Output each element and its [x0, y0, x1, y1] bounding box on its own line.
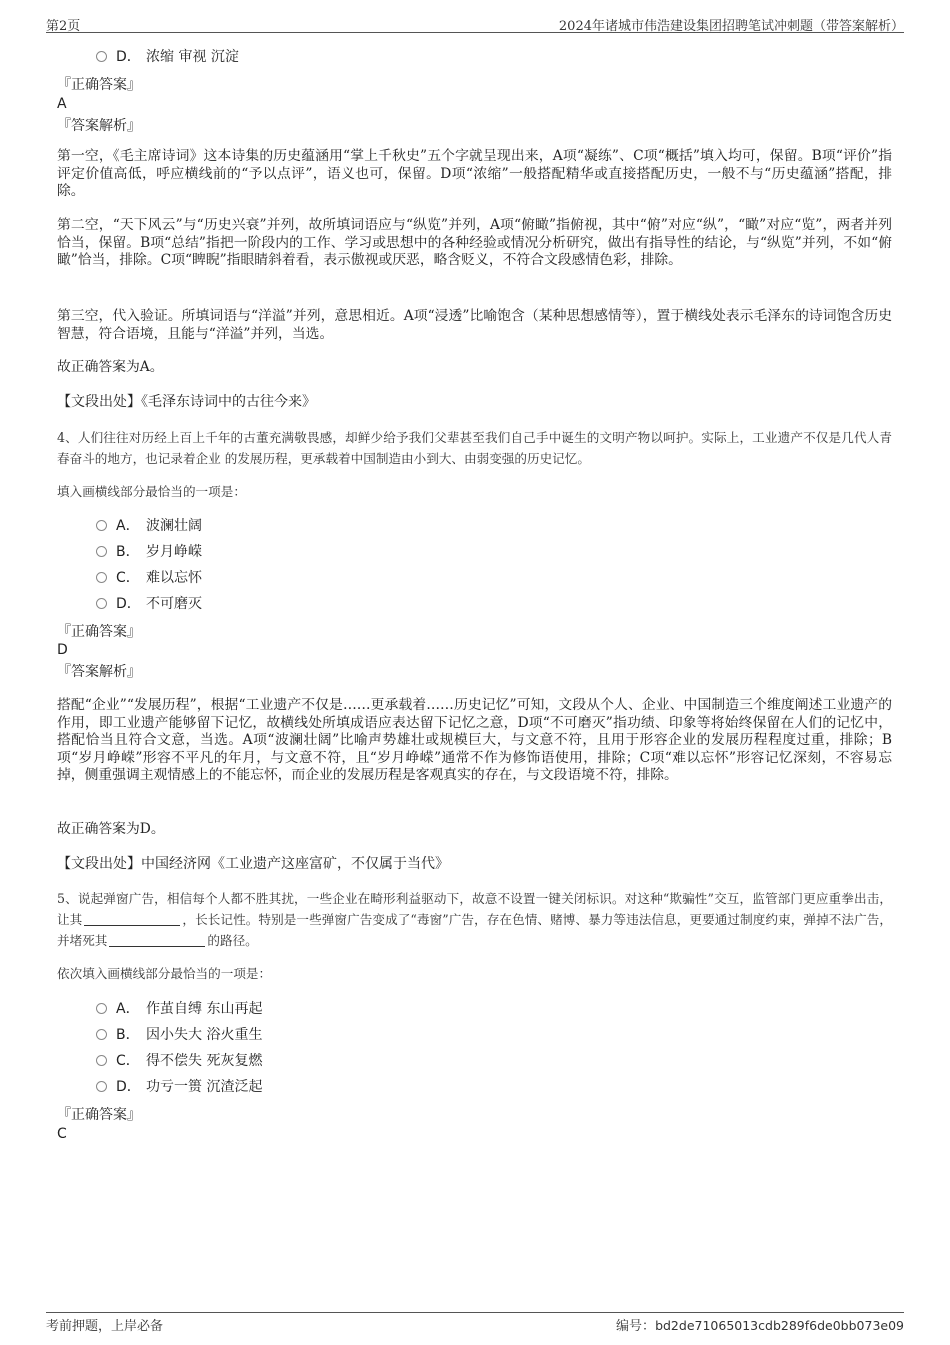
q4-prompt: 填入画横线部分最恰当的一项是： — [57, 484, 246, 499]
q5-answer: C — [57, 1126, 67, 1142]
q4-answer-label: 『正确答案』 — [57, 624, 141, 640]
footer-slogan: 考前押题，上岸必备 — [46, 1319, 164, 1334]
q4-analysis: 搭配“企业”“发展历程”，根据“工业遗产不仅是……更承载着……历史记忆”可知，文段从个人、企业、中国制造三个维度阐述工业遗产的作用，即工业遗产能够留下记忆，故横线处所填成语应表达留下记忆之意，D项“不可磨灭”指功绩、印象等将始终保留在人们的记忆中，搭配恰当且符合文意，当选。A项“波澜壮阔”比喻声势雄壮或规模巨大，与文意不符，且用于形容企业的发展历程程度过重，排除；B项“岁月峥嵘”形容不平凡的年月，与文意不符，且“岁月峥嵘”通常不作为修饰语使用，排除；C项“难以忘怀”形容记忆深刻，不容易忘掉，侧重强调主观情感上的不能忘怀，而企业的发展历程是客观真实的存在，与文段语境不符，排除。 — [57, 697, 892, 783]
q4-analysis-label: 『答案解析』 — [57, 664, 141, 680]
q5-prompt: 依次填入画横线部分最恰当的一项是： — [57, 966, 272, 981]
blank-line — [84, 912, 180, 926]
q4-question: 4、人们往往对历经上百上千年的古董充满敬畏感，却鲜少给予我们父辈甚至我们自己手中诞生的文明产物以呵护。实际上，工业遗产不仅是几代人青春奋斗的地方，也记录着企业 的发展历程，更承载着中国制造由小到大、由弱变强的历史记忆。 — [57, 430, 892, 466]
page-number: 第2页 — [46, 19, 81, 34]
radio-icon[interactable] — [96, 1029, 107, 1040]
page-header — [46, 12, 904, 33]
q3-analysis-p1: 第一空，《毛主席诗词》这本诗集的历史蕴涵用“掌上千秋史”五个字就呈现出来，A项“凝练”、C项“概括”填入均可，保留。B项“评价”指评定价值高低，呼应横线前的“予以点评”，语义也可，保留。D项“浓缩”一般搭配精华或直接搭配历史，一般不与“历史蕴涵”搭配，排除。 — [57, 148, 892, 199]
q3-analysis-p3: 第三空，代入验证。所填词语与“洋溢”并列，意思相近。A项“浸透”比喻饱含（某种思想感情等），置于横线处表示毛泽东的诗词饱含历史智慧，符合语境，且能与“洋溢”并列，当选。 — [57, 308, 892, 342]
page-footer — [46, 1312, 904, 1333]
q4-option-d[interactable]: D． 不可磨灭 — [96, 594, 202, 614]
blank-line — [109, 933, 205, 947]
radio-icon[interactable] — [96, 1003, 107, 1014]
radio-icon[interactable] — [96, 546, 107, 557]
radio-icon[interactable] — [96, 51, 107, 62]
q5-question: 5、说起弹窗广告，相信每个人都不胜其扰，一些企业在畸形利益驱动下，故意不设置一键关闭标识。对这种“欺骗性”交互，监管部门更应重拳出击，让其 ，长长记性。特别是一些弹窗广告变成了“毒窗”广告，存在色情、赌博、暴力等违法信息，更要通过制度约束，弹掉不法广告，并堵死其 的路径。 — [57, 891, 892, 948]
q3-option-d[interactable]: D． 浓缩 审视 沉淀 — [96, 47, 239, 67]
q3-analysis-p2: 第二空，“天下风云”与“历史兴衰”并列，故所填词语应与“纵览”并列，A项“俯瞰”指俯视，其中“俯”对应“纵”，“瞰”对应“览”，两者并列恰当，保留。B项“总结”指把一阶段内的工作、学习或思想中的各种经验或情况分析研究，做出有指导性的结论，与“纵览”并列，不如“俯瞰”恰当，排除。C项“睥睨”指眼睛斜着看，表示傲视或厌恶，略含贬义，不符合文段感情色彩，排除。 — [57, 217, 892, 268]
q3-source: 【文段出处】《毛泽东诗词中的古往今来》 — [57, 394, 316, 410]
radio-icon[interactable] — [96, 1081, 107, 1092]
q4-source: 【文段出处】中国经济网《工业遗产这座富矿，不仅属于当代》 — [57, 856, 449, 872]
q3-conclusion: 故正确答案为A。 — [57, 359, 164, 375]
q3-answer: A — [57, 96, 67, 112]
q4-conclusion: 故正确答案为D。 — [57, 821, 165, 837]
q5-option-c[interactable]: C． 得不偿失 死灰复燃 — [96, 1051, 262, 1071]
q5-option-a[interactable]: A． 作茧自缚 东山再起 — [96, 999, 262, 1019]
q5-answer-label: 『正确答案』 — [57, 1107, 141, 1123]
q5-option-d[interactable]: D． 功亏一篑 沉渣泛起 — [96, 1077, 262, 1097]
radio-icon[interactable] — [96, 598, 107, 609]
radio-icon[interactable] — [96, 520, 107, 531]
q4-option-a[interactable]: A． 波澜壮阔 — [96, 516, 202, 536]
q3-analysis-label: 『答案解析』 — [57, 118, 141, 134]
radio-icon[interactable] — [96, 1055, 107, 1066]
q4-option-c[interactable]: C． 难以忘怀 — [96, 568, 202, 588]
q5-option-b[interactable]: B． 因小失大 浴火重生 — [96, 1025, 262, 1045]
document-code: 编号：bd2de71065013cdb289f6de0bb073e09 — [616, 1318, 904, 1334]
q4-option-b[interactable]: B． 岁月峥嵘 — [96, 542, 202, 562]
radio-icon[interactable] — [96, 572, 107, 583]
q4-answer: D — [57, 642, 68, 658]
q3-answer-label: 『正确答案』 — [57, 77, 141, 93]
document-title: 2024年诸城市伟浩建设集团招聘笔试冲刺题（带答案解析） — [558, 19, 904, 34]
